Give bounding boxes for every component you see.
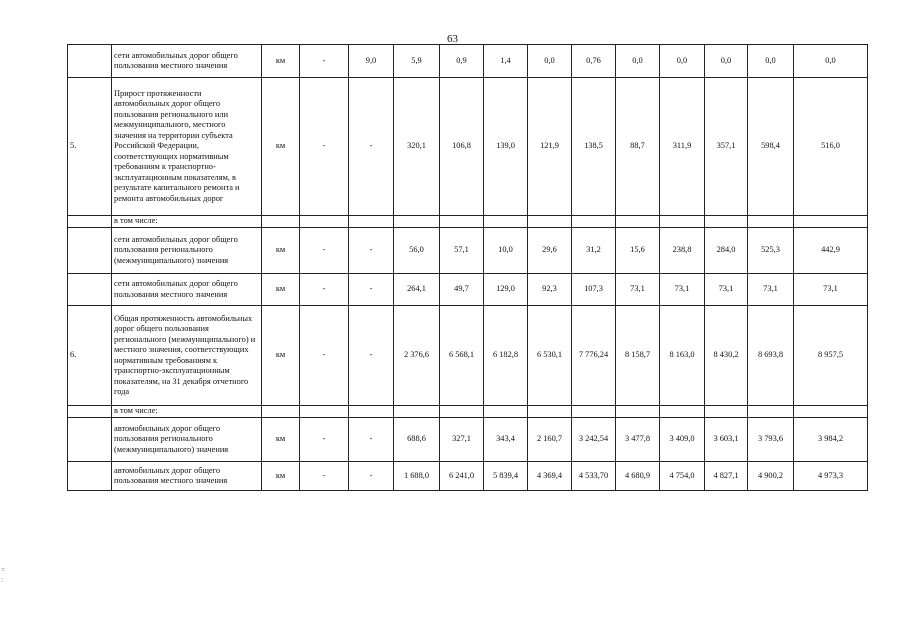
value-cell: 2 376,6 <box>394 306 440 406</box>
value-cell: 31,2 <box>572 228 616 274</box>
value-cell: - <box>349 228 394 274</box>
value-cell <box>705 406 748 418</box>
indicator-description: автомобильных дорог общего пользования местного значения <box>112 462 262 491</box>
value-cell: 264,1 <box>394 274 440 306</box>
unit-cell <box>262 406 300 418</box>
value-cell: 88,7 <box>616 78 660 216</box>
indicator-description: сети автомобильных дорог общего пользования регионального (межмуниципального) значения <box>112 228 262 274</box>
value-cell: - <box>300 78 349 216</box>
row-number <box>68 228 112 274</box>
indicator-description: в том числе: <box>112 216 262 228</box>
value-cell: 73,1 <box>748 274 794 306</box>
value-cell: 4 680,9 <box>616 462 660 491</box>
value-cell <box>349 216 394 228</box>
row-number <box>68 45 112 78</box>
value-cell <box>794 216 868 228</box>
value-cell: 8 430,2 <box>705 306 748 406</box>
indicator-description: автомобильных дорог общего пользования регионального (межмуниципального) значения <box>112 418 262 462</box>
margin-mark: = <box>1 566 5 574</box>
value-cell: 121,9 <box>528 78 572 216</box>
value-cell: 4 369,4 <box>528 462 572 491</box>
value-cell <box>484 216 528 228</box>
value-cell: 139,0 <box>484 78 528 216</box>
unit-cell <box>262 216 300 228</box>
indicator-description: сети автомобильных дорог общего пользования местного значения <box>112 274 262 306</box>
value-cell: 8 158,7 <box>616 306 660 406</box>
table-body <box>68 45 868 491</box>
value-cell: 10,0 <box>484 228 528 274</box>
unit-cell: км <box>262 274 300 306</box>
value-cell: 3 242,54 <box>572 418 616 462</box>
indicators-table <box>67 44 868 491</box>
table-row <box>68 216 868 228</box>
value-cell: 1,4 <box>484 45 528 78</box>
value-cell: 29,6 <box>528 228 572 274</box>
value-cell: 238,8 <box>660 228 705 274</box>
value-cell: 343,4 <box>484 418 528 462</box>
value-cell: 73,1 <box>794 274 868 306</box>
value-cell: - <box>300 45 349 78</box>
value-cell: 598,4 <box>748 78 794 216</box>
value-cell: 3 603,1 <box>705 418 748 462</box>
row-number: 5. <box>68 78 112 216</box>
value-cell: - <box>349 418 394 462</box>
value-cell <box>528 216 572 228</box>
value-cell: 49,7 <box>440 274 484 306</box>
value-cell: 688,6 <box>394 418 440 462</box>
value-cell <box>705 216 748 228</box>
value-cell <box>349 406 394 418</box>
value-cell: 9,0 <box>349 45 394 78</box>
row-number <box>68 418 112 462</box>
value-cell: 73,1 <box>616 274 660 306</box>
value-cell: 284,0 <box>705 228 748 274</box>
value-cell <box>484 406 528 418</box>
value-cell: 92,3 <box>528 274 572 306</box>
page-number: 63 <box>447 33 458 45</box>
value-cell <box>660 406 705 418</box>
row-number <box>68 216 112 228</box>
value-cell <box>440 406 484 418</box>
value-cell: 311,9 <box>660 78 705 216</box>
indicator-description: Прирост протяженности автомобильных дорог общего пользования регионального или межмуниципального, местного значения на территории субъекта Российской Федерации, соответствующих нормативным требованиям к транспортно-эксплуатационным показателям, в результате капитального ремонта и ремонта автомобильных дорог <box>112 78 262 216</box>
value-cell: 4 900,2 <box>748 462 794 491</box>
value-cell: - <box>300 462 349 491</box>
value-cell: 6 241,0 <box>440 462 484 491</box>
value-cell: 0,0 <box>794 45 868 78</box>
value-cell: 4 533,70 <box>572 462 616 491</box>
table-row <box>68 45 868 78</box>
value-cell: 15,6 <box>616 228 660 274</box>
value-cell <box>528 406 572 418</box>
unit-cell: км <box>262 306 300 406</box>
value-cell: - <box>349 462 394 491</box>
value-cell: 56,0 <box>394 228 440 274</box>
unit-cell: км <box>262 45 300 78</box>
table-row <box>68 228 868 274</box>
value-cell: 3 409,0 <box>660 418 705 462</box>
value-cell: 320,1 <box>394 78 440 216</box>
value-cell <box>572 216 616 228</box>
value-cell: 5 839,4 <box>484 462 528 491</box>
value-cell: 107,3 <box>572 274 616 306</box>
value-cell: 8 957,5 <box>794 306 868 406</box>
value-cell: 4 973,3 <box>794 462 868 491</box>
value-cell: 5,9 <box>394 45 440 78</box>
value-cell: - <box>300 418 349 462</box>
value-cell: 73,1 <box>705 274 748 306</box>
row-number <box>68 406 112 418</box>
value-cell: 4 827,1 <box>705 462 748 491</box>
value-cell <box>794 406 868 418</box>
value-cell <box>616 216 660 228</box>
table-row <box>68 306 868 406</box>
value-cell: - <box>300 274 349 306</box>
table-row <box>68 78 868 216</box>
indicator-description: в том числе: <box>112 406 262 418</box>
value-cell <box>394 406 440 418</box>
value-cell <box>572 406 616 418</box>
value-cell: 3 793,6 <box>748 418 794 462</box>
value-cell: 3 477,8 <box>616 418 660 462</box>
value-cell: 2 160,7 <box>528 418 572 462</box>
value-cell: 0,76 <box>572 45 616 78</box>
value-cell: 8 163,0 <box>660 306 705 406</box>
value-cell: - <box>349 306 394 406</box>
row-number <box>68 462 112 491</box>
margin-mark: : <box>1 576 3 584</box>
value-cell <box>748 406 794 418</box>
value-cell: 3 984,2 <box>794 418 868 462</box>
value-cell: 57,1 <box>440 228 484 274</box>
value-cell <box>660 216 705 228</box>
value-cell: 525,3 <box>748 228 794 274</box>
value-cell <box>616 406 660 418</box>
table-row <box>68 462 868 491</box>
value-cell: 516,0 <box>794 78 868 216</box>
value-cell <box>394 216 440 228</box>
table-row <box>68 406 868 418</box>
row-number <box>68 274 112 306</box>
value-cell: - <box>300 228 349 274</box>
value-cell <box>440 216 484 228</box>
table-row <box>68 418 868 462</box>
value-cell: - <box>349 78 394 216</box>
row-number: 6. <box>68 306 112 406</box>
value-cell <box>300 406 349 418</box>
table-row <box>68 274 868 306</box>
value-cell: 0,0 <box>616 45 660 78</box>
value-cell: 6 568,1 <box>440 306 484 406</box>
unit-cell: км <box>262 78 300 216</box>
unit-cell: км <box>262 418 300 462</box>
indicator-description: сети автомобильных дорог общего пользования местного значения <box>112 45 262 78</box>
value-cell: 73,1 <box>660 274 705 306</box>
value-cell: 7 776,24 <box>572 306 616 406</box>
value-cell: 0,0 <box>660 45 705 78</box>
value-cell: - <box>300 306 349 406</box>
value-cell: 0,9 <box>440 45 484 78</box>
value-cell: 6 530,1 <box>528 306 572 406</box>
value-cell: 327,1 <box>440 418 484 462</box>
indicator-description: Общая протяженность автомобильных дорог общего пользования регионального (межмуниципального) и местного значения, соответствующих нормативным требованиям к транспортно-эксплуатационным показателям, на 31 декабря отчетного года <box>112 306 262 406</box>
value-cell: 442,9 <box>794 228 868 274</box>
value-cell: 4 754,0 <box>660 462 705 491</box>
value-cell: 138,5 <box>572 78 616 216</box>
value-cell: 6 182,8 <box>484 306 528 406</box>
value-cell: 129,0 <box>484 274 528 306</box>
value-cell: 0,0 <box>748 45 794 78</box>
unit-cell: км <box>262 462 300 491</box>
value-cell: 8 693,8 <box>748 306 794 406</box>
value-cell: - <box>349 274 394 306</box>
value-cell: 0,0 <box>528 45 572 78</box>
value-cell: 106,8 <box>440 78 484 216</box>
value-cell <box>748 216 794 228</box>
value-cell <box>300 216 349 228</box>
value-cell: 357,1 <box>705 78 748 216</box>
value-cell: 1 688,0 <box>394 462 440 491</box>
unit-cell: км <box>262 228 300 274</box>
value-cell: 0,0 <box>705 45 748 78</box>
